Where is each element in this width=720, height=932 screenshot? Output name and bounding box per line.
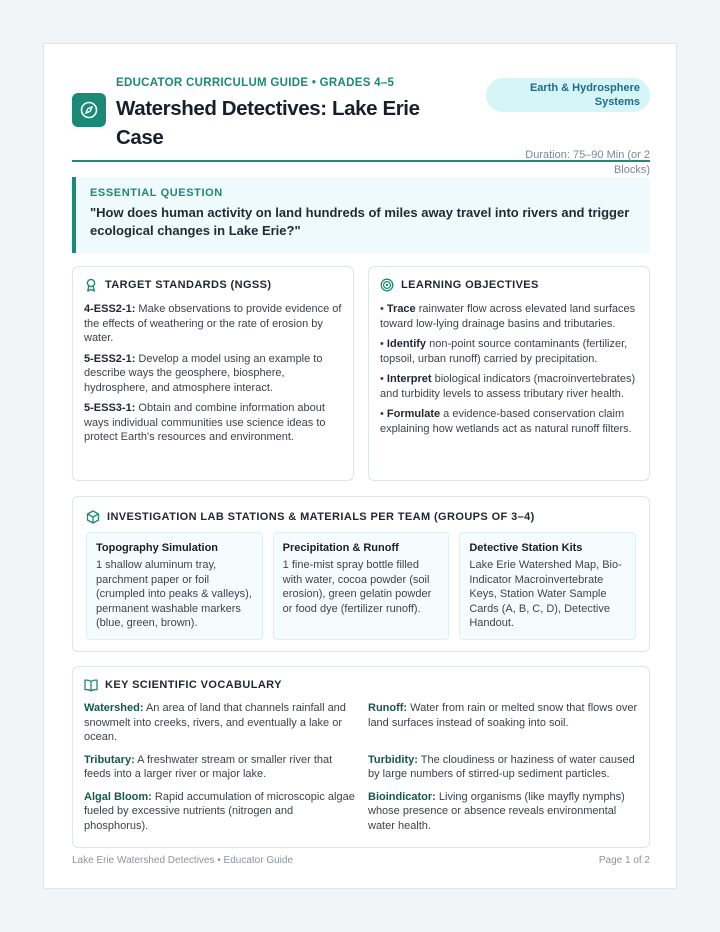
objective-item: • Identify non-point source contaminants (fertilizer, topsoil, urban runoff) carried by precipitation. — [380, 338, 628, 365]
objective-text: a evidence-based conservation claim explaining how wetlands act as natural runoff filters. — [380, 408, 632, 435]
standard-text: Make observations to provide evidence of the effects of weathering or the rate of erosion by water. — [84, 303, 342, 344]
standard-item — [84, 352, 342, 396]
vocab-grid — [84, 701, 638, 833]
page-header — [72, 76, 650, 176]
guide-eyebrow: EDUCATOR CURRICULUM GUIDE • GRADES 4–5 — [116, 77, 395, 89]
vocab-term: Tributary: A freshwater stream or smaller river that feeds into a larger river or major lake. — [84, 753, 333, 780]
station-title: Detective Station Kits — [469, 542, 583, 554]
guide-page — [43, 43, 677, 889]
objective-text: non-point source contaminants (fertilizer, topsoil, urban runoff) carried by precipitation. — [380, 338, 628, 365]
station-card — [86, 532, 263, 640]
target-icon — [380, 278, 394, 292]
book-open-icon — [84, 678, 98, 692]
vocab-heading-label: KEY SCIENTIFIC VOCABULARY — [105, 679, 282, 691]
objective-text: rainwater flow across elevated land surfaces toward low-lying drainage basins and tributaries. — [380, 303, 636, 330]
standards-heading-label: TARGET STANDARDS (NGSS) — [105, 279, 272, 291]
standard-text: Develop a model using an example to describe ways the geosphere, biosphere, hydrosphere, and atmosphere interact. — [84, 352, 323, 394]
standard-item — [84, 302, 342, 346]
station-title: Precipitation & Runoff — [282, 542, 399, 554]
standard-code: 5-ESS2-1: — [84, 352, 136, 365]
objectives-heading — [380, 278, 638, 292]
award-icon — [84, 278, 98, 292]
standards-card — [72, 266, 354, 481]
station-card — [459, 532, 636, 640]
vocab-heading — [84, 678, 638, 692]
station-title: Topography Simulation — [96, 542, 219, 554]
standard-item — [84, 401, 342, 445]
vocab-term: Turbidity: The cloudiness or haziness of water caused by large numbers of stirred-up sediment particles. — [368, 753, 635, 780]
lab-heading — [86, 510, 636, 524]
compass-icon — [72, 93, 106, 127]
objective-verb: Identify — [386, 338, 427, 350]
page-title: Watershed Detectives: Lake Erie Case — [116, 97, 420, 149]
standards-heading — [84, 278, 342, 292]
station-card — [273, 532, 450, 640]
vocab-term: Runoff: Water from rain or melted snow that flows over land surfaces instead of soaking into soil. — [368, 702, 638, 729]
objective-verb: Trace — [386, 303, 416, 315]
lab-heading-label: INVESTIGATION LAB STATIONS & MATERIALS PER TEAM (GROUPS OF 3–4) — [107, 511, 535, 523]
vocabulary-card — [72, 666, 650, 848]
objectives-heading-label: LEARNING OBJECTIVES — [401, 279, 539, 291]
standard-text: Obtain and combine information about ways individual communities use science ideas to protect Earth's resources and environment. — [84, 402, 326, 443]
objective-text: biological indicators (macroinvertebrates) and turbidity levels to assess tributary river health. — [380, 373, 636, 400]
objective-item: • Interpret biological indicators (macroinvertebrates) and turbidity levels to assess tributary river health. — [380, 373, 636, 400]
station-list — [86, 532, 636, 640]
footer-title: Lake Erie Watershed Detectives • Educator Guide — [72, 855, 294, 866]
standard-code: 5-ESS3-1: — [84, 402, 136, 414]
essential-question-label: ESSENTIAL QUESTION — [90, 187, 223, 199]
station-materials: 1 fine-mist spray bottle filled with water, cocoa powder (soil erosion), green gelatin powder or food dye (fertilizer runoff). — [282, 559, 432, 615]
objectives-card — [368, 266, 650, 481]
essential-question-text: "How does human activity on land hundreds of miles away travel into rivers and trigger ecological changes in Lake Erie?" — [90, 205, 630, 238]
page-footer — [72, 855, 650, 866]
duration-text: Duration: 75–90 Min (or 2 Blocks) — [525, 149, 650, 176]
lab-stations-card — [72, 496, 650, 652]
vocab-term: Watershed: An area of land that channels rainfall and snowmelt into creeks, rivers, and eventually a lake or ocean. — [84, 702, 346, 743]
page-number: Page 1 of 2 — [598, 855, 650, 866]
vocab-term: Bioindicator: Living organisms (like mayfly nymphs) whose presence or absence reveals environmental water health. — [368, 790, 625, 832]
standard-code: 4-ESS2-1: — [84, 303, 136, 315]
cube-icon — [86, 510, 100, 524]
essential-question — [72, 177, 650, 253]
station-materials: Lake Erie Watershed Map, Bio-Indicator Macroinvertebrate Keys, Station Water Sample Cards (A, B, C, D), Detective Handout. — [469, 559, 622, 629]
objective-verb: Interpret — [386, 373, 432, 385]
objective-item: • Formulate a evidence-based conservation claim explaining how wetlands act as natural runoff filters. — [380, 408, 632, 435]
objective-verb: Formulate — [386, 408, 441, 420]
domain-badge: Earth & Hydrosphere Systems — [486, 78, 650, 112]
objective-item: • Trace rainwater flow across elevated land surfaces toward low-lying drainage basins and tributaries. — [380, 303, 636, 330]
vocab-term: Algal Bloom: Rapid accumulation of microscopic algae fueled by excessive nutrients (nitrogen and phosphorus). — [84, 790, 355, 832]
station-materials: 1 shallow aluminum tray, parchment paper or foil (crumpled into peaks & valleys), permanent washable markers (blue, green, brown). — [96, 559, 252, 629]
